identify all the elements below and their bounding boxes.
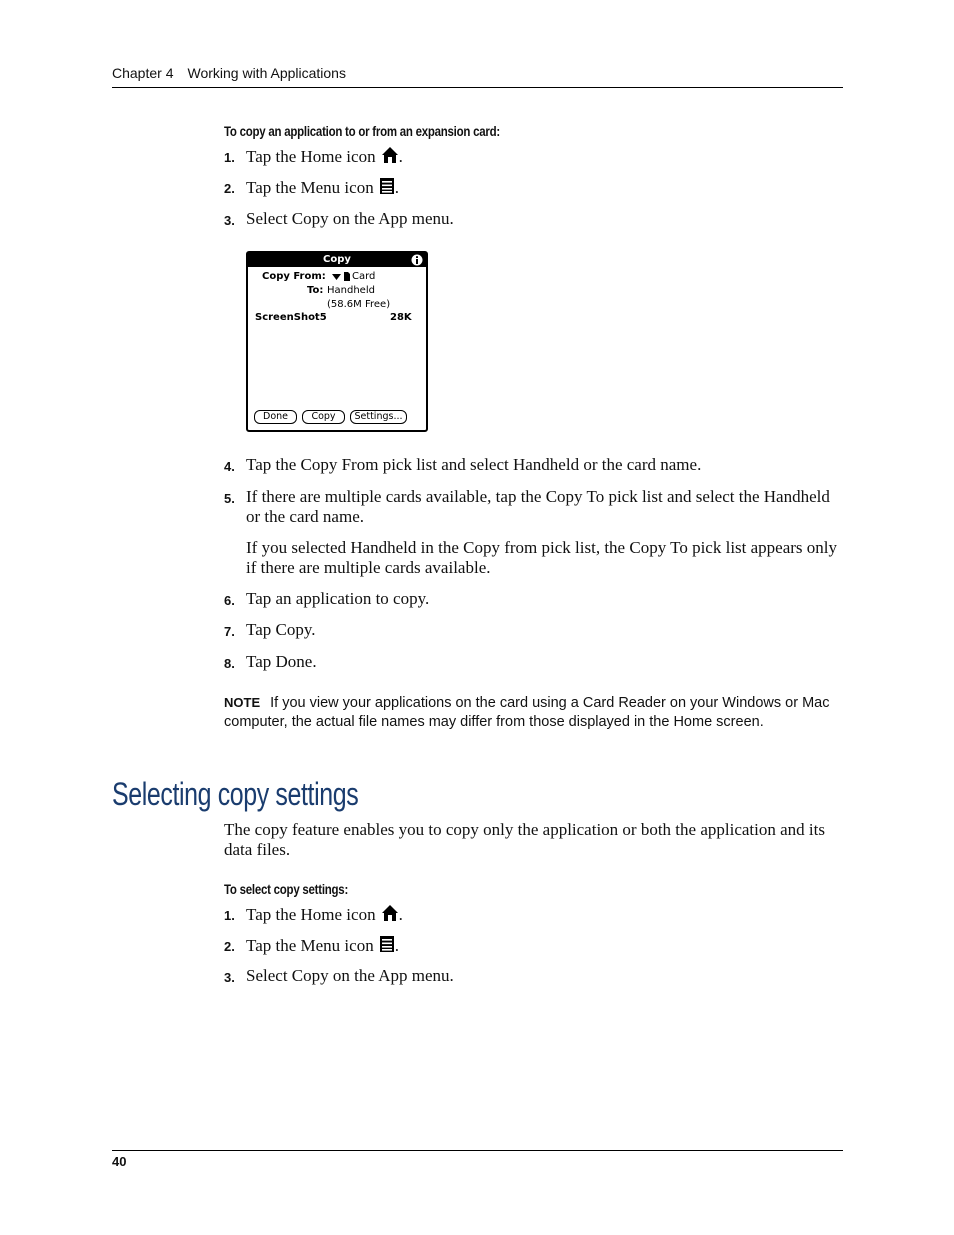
step-item: [224, 487, 843, 527]
dialog-title: Copy: [323, 254, 351, 265]
step-item: [224, 455, 843, 475]
step-item: [224, 652, 843, 672]
step-5-detail: If you selected Handheld in the Copy from pick list, the Copy To pick list appears only if there are multiple cards available.: [246, 538, 838, 577]
footer-rule: [112, 1150, 843, 1151]
step-text: Tap the Home icon: [246, 905, 376, 924]
step-text: Select Copy on the App menu.: [246, 966, 454, 985]
step-item: 2. Tap the Menu icon .: [224, 936, 399, 955]
step-number: 8.: [224, 656, 235, 671]
copy-from-value: Card: [352, 271, 376, 282]
copy-button: Copy: [302, 410, 345, 424]
step-text: Tap an application to copy.: [246, 589, 430, 608]
step-text: Tap Copy.: [246, 620, 316, 639]
step-text: If there are multiple cards available, tap the Copy To pick list and select the Handheld or the card name.: [246, 487, 830, 526]
dialog-title-bar: [248, 253, 426, 267]
card-icon: [344, 272, 350, 281]
step-number: 3.: [224, 213, 235, 228]
step-number: 1.: [224, 150, 235, 165]
step-item: [224, 209, 843, 229]
info-icon: [411, 254, 423, 266]
step-text: Tap the Menu icon: [246, 178, 374, 197]
step-text: Tap Done.: [246, 652, 317, 671]
step-number: 7.: [224, 624, 235, 639]
copy-to-value: Handheld: [327, 285, 375, 296]
step-text: Tap the Menu icon: [246, 936, 374, 955]
step-number: 5.: [224, 491, 235, 506]
page-number: 40: [112, 1154, 127, 1169]
step-item: 1. Tap the Home icon .: [224, 905, 403, 924]
step-number: 6.: [224, 593, 235, 608]
free-space: (58.6M Free): [327, 299, 391, 310]
step-text: Tap the Home icon: [246, 147, 376, 166]
done-button: Done: [254, 410, 297, 424]
step-item: [224, 966, 843, 986]
menu-icon: [379, 935, 395, 953]
step-item: 2. Tap the Menu icon .: [224, 178, 399, 197]
home-icon: [381, 904, 399, 922]
settings-button: Settings...: [350, 410, 407, 424]
procedure-title-settings: To select copy settings:: [224, 881, 349, 897]
section-heading: Selecting copy settings: [112, 776, 359, 812]
step-number: 1.: [224, 908, 235, 923]
running-header: [112, 65, 346, 81]
procedure-title-copy: To copy an application to or from an expansion card:: [224, 123, 500, 139]
step-item: 1. Tap the Home icon .: [224, 147, 403, 166]
step-text: Tap the Copy From pick list and select Handheld or the card name.: [246, 455, 702, 474]
pick-list-arrow-icon: [332, 274, 341, 280]
chapter-label: Chapter 4: [112, 65, 174, 81]
step-number: 3.: [224, 970, 235, 985]
note-label: NOTE: [224, 695, 261, 710]
step-text: Select Copy on the App menu.: [246, 209, 454, 228]
step-number: 2.: [224, 939, 235, 954]
copy-to-label: To:: [307, 285, 324, 296]
chapter-title: Working with Applications: [187, 65, 346, 81]
step-item: [224, 620, 843, 640]
menu-icon: [379, 177, 395, 195]
section-intro: The copy feature enables you to copy only the application or both the application and its data files.: [224, 820, 825, 859]
list-item-size: 28K: [390, 312, 412, 323]
header-rule: [112, 87, 843, 88]
copy-from-label: Copy From:: [262, 271, 326, 282]
step-number: 2.: [224, 181, 235, 196]
step-item: [224, 589, 843, 609]
home-icon: [381, 146, 399, 164]
copy-dialog-screenshot: [246, 251, 428, 432]
list-item-name: ScreenShot5: [255, 312, 327, 323]
note-block: [224, 694, 846, 731]
step-number: 4.: [224, 459, 235, 474]
note-text: If you view your applications on the card using a Card Reader on your Windows or Mac computer, the actual file names may differ from those displayed in the Home screen.: [224, 695, 830, 730]
